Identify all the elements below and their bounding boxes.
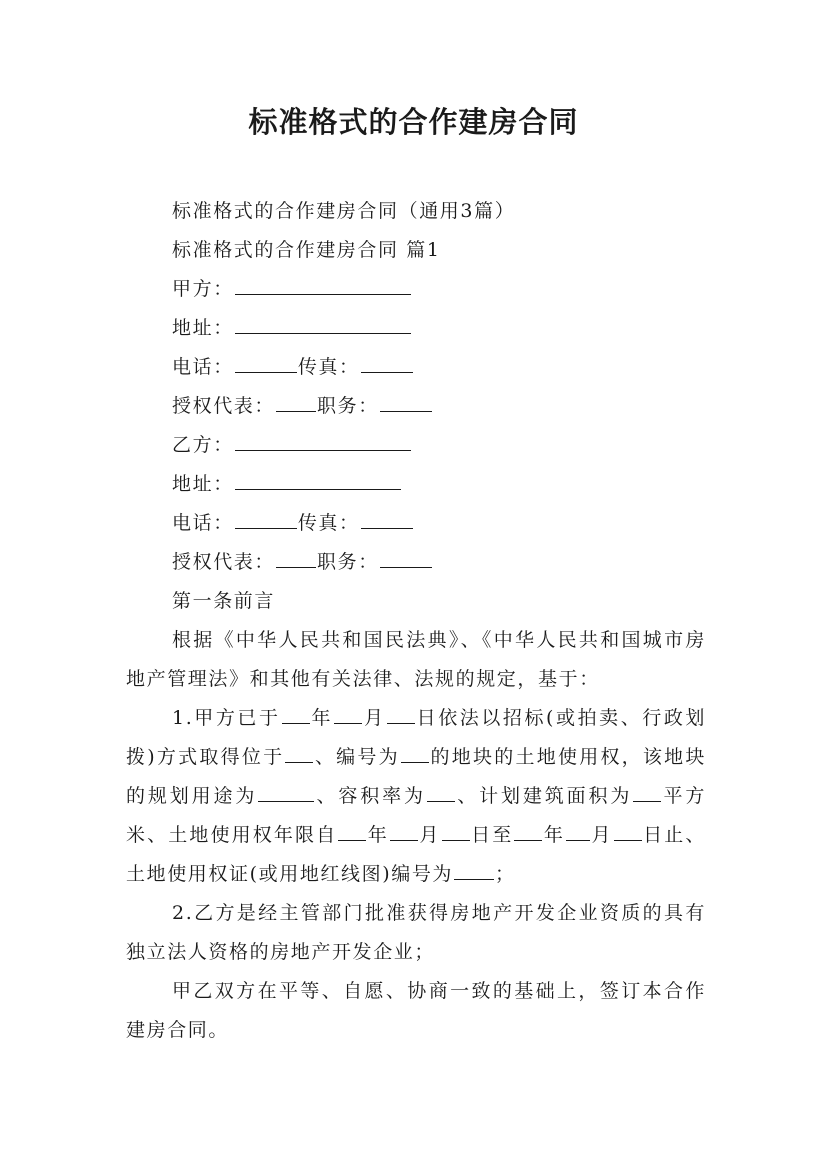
clause-one-text: 、编号为: [314, 746, 400, 768]
clause-one-text: 平方米、土地使用权年限自: [126, 785, 706, 846]
preamble-paragraph: 根据《中华人民共和国民法典》、《中华人民共和国城市房地产管理法》和其他有关法律、法规的规定，基于：: [126, 629, 706, 690]
fax-a-label: 传真：: [297, 356, 360, 378]
rep-b-blank: [276, 547, 316, 568]
fill-blank: [387, 703, 415, 724]
clause-one-text: 月: [590, 824, 613, 846]
fill-blank: [633, 781, 661, 802]
clause-one-text: 日依法以招标(或拍卖、行政划拨)方式取得位于: [126, 707, 706, 768]
fill-blank: [282, 703, 310, 724]
party-a-label: 甲方：: [172, 278, 234, 300]
clause-one-text: 、容积率为: [315, 785, 426, 807]
fill-blank: [614, 820, 642, 841]
agreement-paragraph: 甲乙双方在平等、自愿、协商一致的基础上，签订本合作建房合同。: [126, 980, 706, 1041]
fill-blank: [442, 820, 470, 841]
address-a-label: 地址：: [172, 317, 234, 339]
fill-blank: [258, 781, 314, 802]
fill-blank: [390, 820, 418, 841]
party-b-blank: [235, 430, 411, 451]
phone-a-blank: [235, 352, 297, 373]
address-a-blank: [235, 313, 411, 334]
fill-blank: [338, 820, 366, 841]
clause-one-text: 年: [543, 824, 565, 846]
fill-blank: [454, 859, 494, 880]
address-a-line: [126, 309, 706, 348]
party-b-line: [126, 426, 706, 465]
article-one-heading: 第一条前言: [172, 590, 276, 612]
clause-one-text: 、计划建筑面积为: [455, 785, 633, 807]
rep-a-label: 授权代表：: [172, 395, 276, 417]
clause-one-text: 的地块的土地使用权，该地块的规划用途为: [126, 746, 706, 807]
address-b-label: 地址：: [172, 473, 234, 495]
contract-part-heading: 标准格式的合作建房合同 篇1: [172, 239, 441, 261]
fill-blank: [514, 820, 542, 841]
rep-a-line: [126, 387, 706, 426]
clause-two-paragraph: 2.乙方是经主管部门批准获得房地产开发企业资质的具有独立法人资格的房地产开发企业；: [126, 902, 706, 963]
post-b-blank: [380, 547, 432, 568]
phone-b-blank: [235, 508, 297, 529]
address-b-blank: [235, 469, 401, 490]
fax-b-label: 传真：: [297, 512, 360, 534]
address-b-line: [126, 465, 706, 504]
party-a-line: [126, 270, 706, 309]
clause-one-text: 年: [310, 707, 334, 729]
fax-b-blank: [361, 508, 413, 529]
rep-b-label: 授权代表：: [172, 551, 276, 573]
fill-blank: [285, 742, 313, 763]
phone-b-label: 电话：: [172, 512, 234, 534]
party-a-blank: [235, 274, 411, 295]
contract-subtitle: 标准格式的合作建房合同（通用3篇）: [172, 200, 516, 222]
rep-b-line: [126, 543, 706, 582]
fax-a-blank: [361, 352, 413, 373]
clause-one-text: 1.甲方已于: [172, 707, 281, 729]
fill-blank: [566, 820, 590, 841]
clause-one-text: 月: [363, 707, 386, 729]
clause-one-text: 月: [418, 824, 441, 846]
fill-blank: [401, 742, 429, 763]
fill-blank: [427, 781, 455, 802]
phone-b-line: [126, 504, 706, 543]
phone-a-label: 电话：: [172, 356, 234, 378]
clause-one-text: ；: [495, 863, 516, 885]
phone-a-line: [126, 348, 706, 387]
post-a-blank: [380, 391, 432, 412]
document-body: [126, 192, 706, 1050]
rep-a-blank: [276, 391, 316, 412]
fill-blank: [334, 703, 362, 724]
clause-one-text: 日至: [470, 824, 514, 846]
post-a-label: 职务：: [317, 395, 379, 417]
clause-one-text: 年: [367, 824, 389, 846]
document-title: 标准格式的合作建房合同: [248, 105, 579, 139]
post-b-label: 职务：: [317, 551, 379, 573]
clause-one-paragraph: [126, 699, 706, 894]
clause-one-text: 日止、土地使用权证(或用地红线图)编号为: [126, 824, 707, 885]
party-b-label: 乙方：: [172, 434, 234, 456]
